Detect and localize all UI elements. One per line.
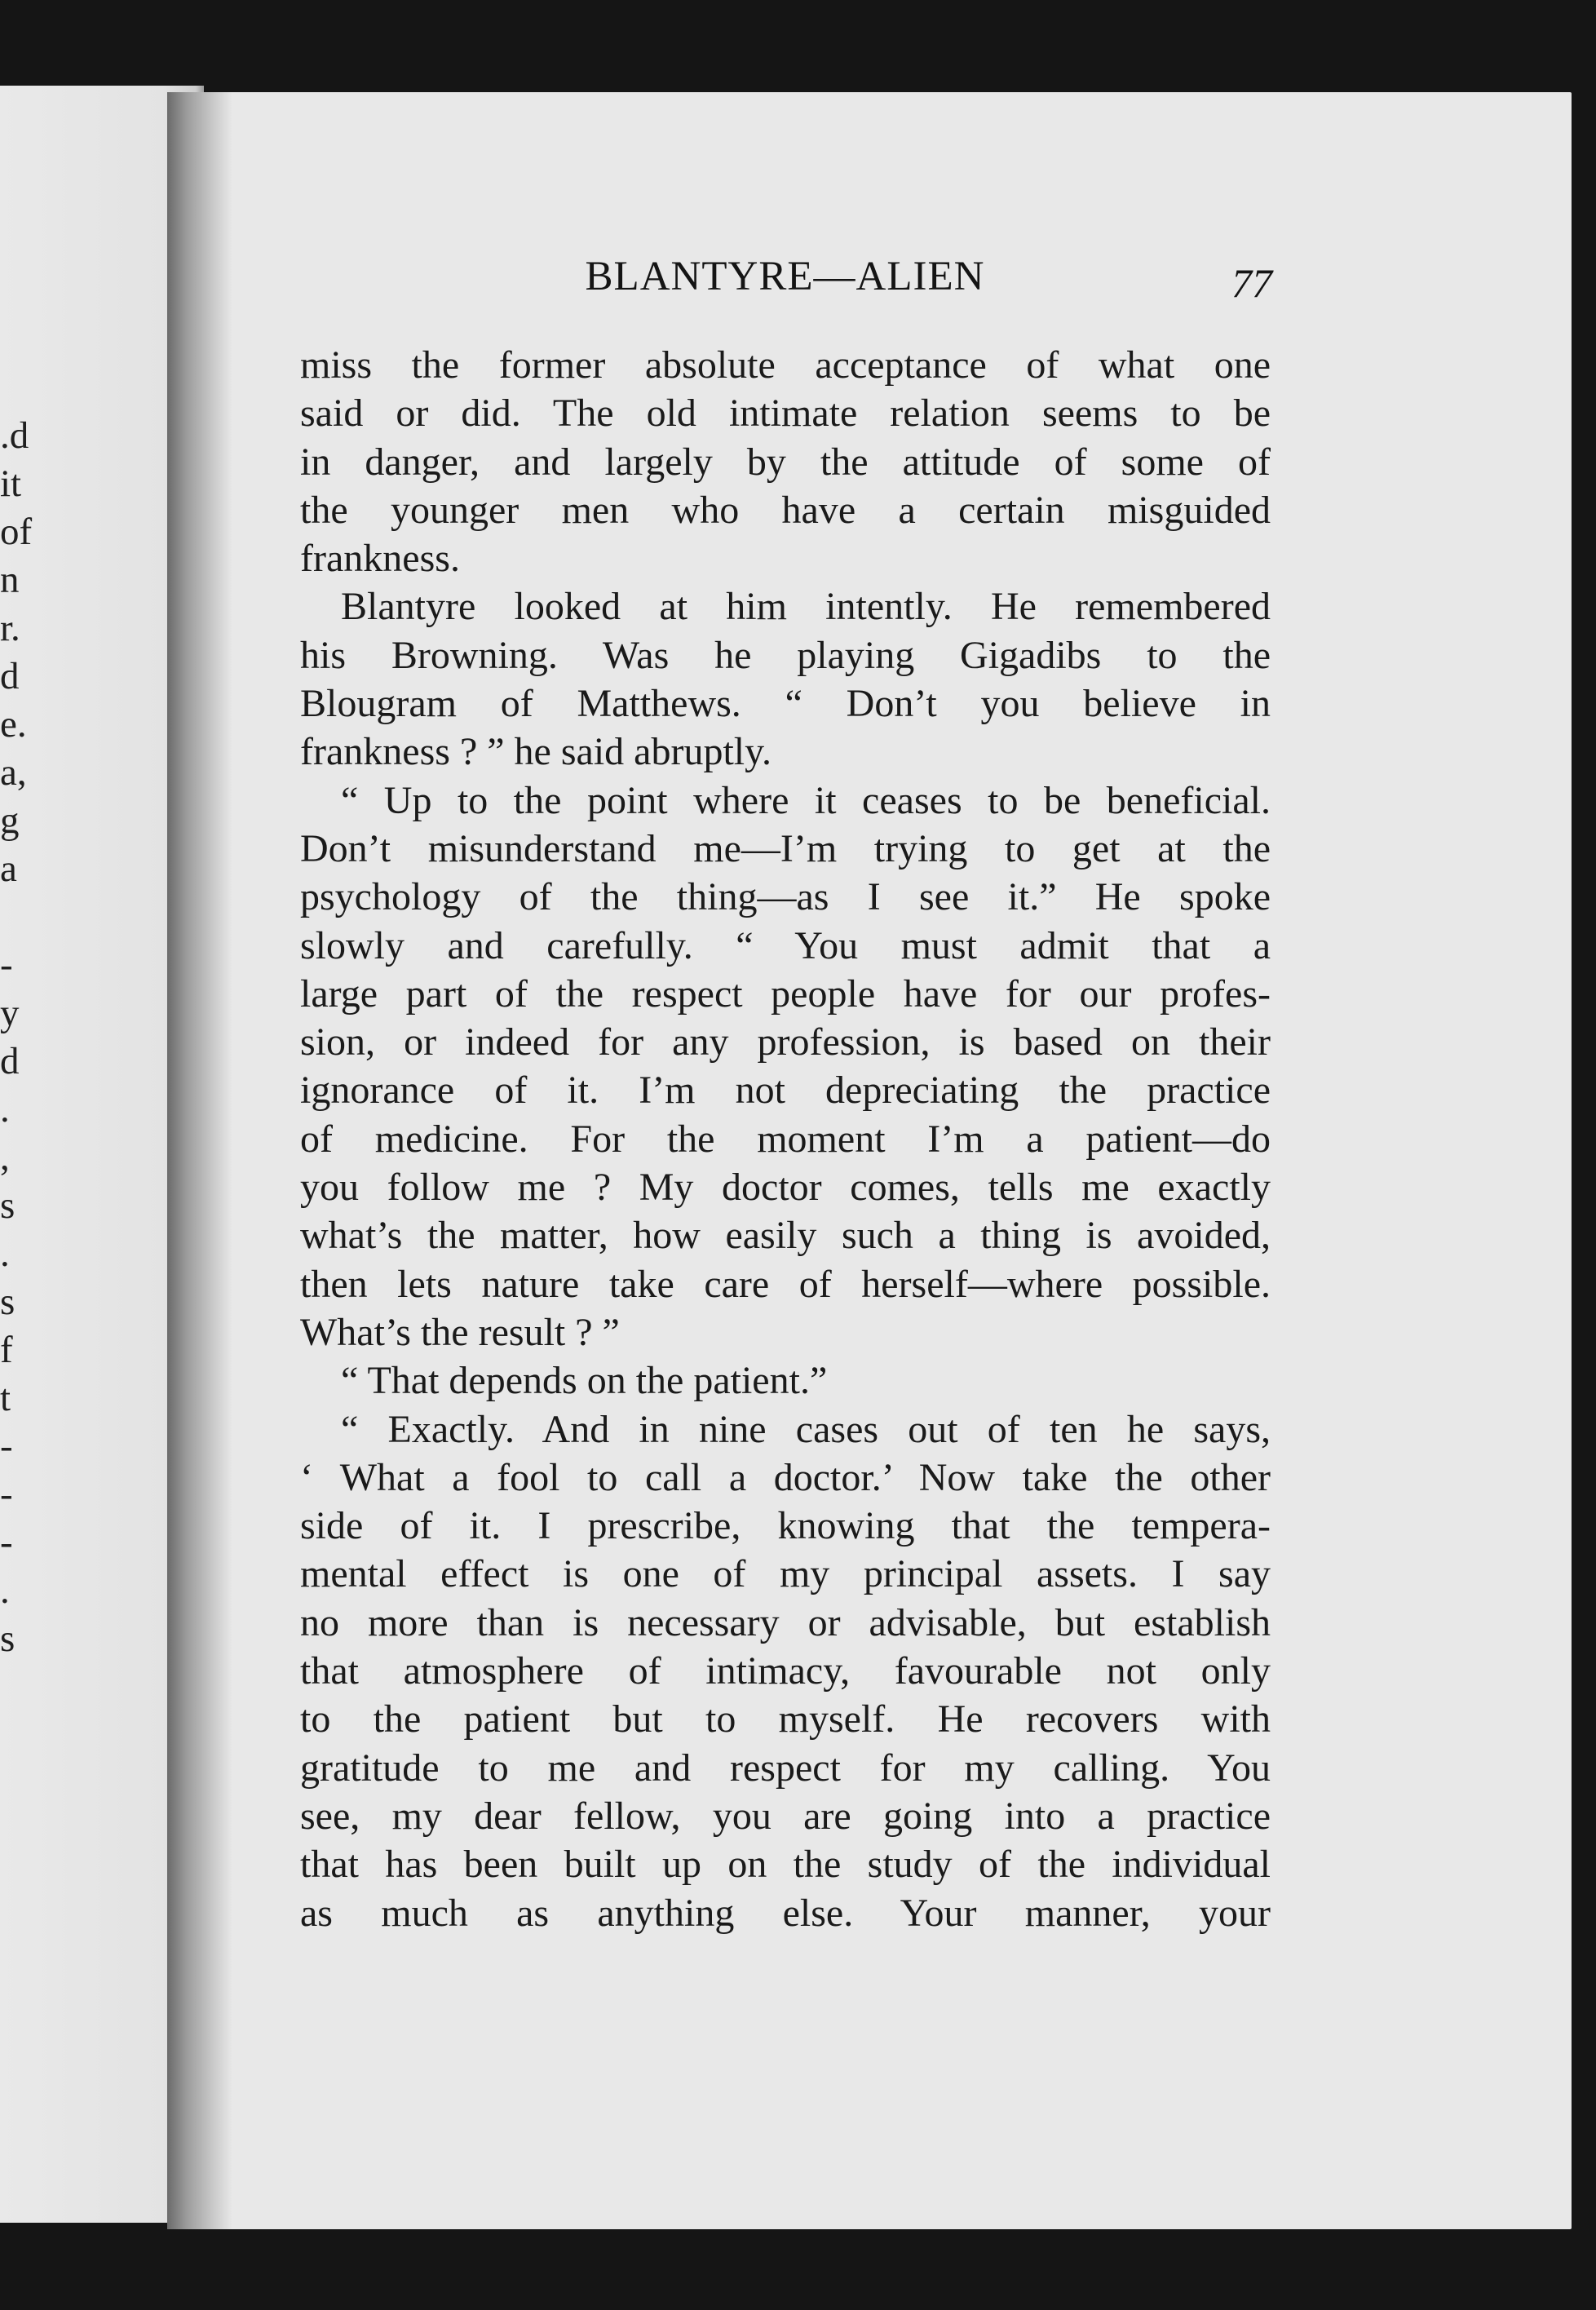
text-line: of medicine. For the moment I’m a patient—do <box>300 1117 1271 1161</box>
text-line: gratitude to me and respect for my calling. You <box>300 1746 1271 1790</box>
text-line: the younger men who have a certain misguided <box>300 488 1271 532</box>
page-header <box>298 253 1272 310</box>
left-fragment: of <box>0 511 33 553</box>
page-number: 77 <box>1231 260 1272 306</box>
text-line: in danger, and largely by the attitude of some of <box>300 440 1271 484</box>
text-line: large part of the respect people have for our profes- <box>300 971 1271 1016</box>
text-line: no more than is necessary or advisable, but establish <box>300 1600 1271 1644</box>
text-line: Blantyre looked at him intently. He remembered <box>341 585 1271 629</box>
left-fragment: - <box>0 1521 13 1564</box>
left-fragment: s <box>0 1281 15 1323</box>
text-line: as much as anything else. Your manner, your <box>300 1891 1271 1935</box>
text-line: then lets nature take care of herself—where possible. <box>300 1262 1271 1306</box>
text-line: to the patient but to myself. He recovers with <box>300 1697 1271 1741</box>
left-fragment: . <box>0 1232 10 1275</box>
left-fragment: r. <box>0 607 20 649</box>
left-fragment: n <box>0 559 20 601</box>
left-fragment: s <box>0 1184 15 1227</box>
left-fragment: y <box>0 992 20 1034</box>
gutter-shadow <box>167 92 232 2229</box>
left-page-text-fragments <box>0 412 49 1663</box>
left-fragment: s <box>0 1617 15 1660</box>
text-line: said or did. The old intimate relation seems to be <box>300 392 1271 436</box>
left-fragment: t <box>0 1377 11 1419</box>
left-fragment: - <box>0 1473 13 1516</box>
left-fragment: - <box>0 1425 13 1467</box>
text-line: miss the former absolute acceptance of what one <box>300 343 1271 387</box>
text-line: ‘ What a fool to call a doctor.’ Now take the other <box>300 1455 1271 1499</box>
left-fragment: f <box>0 1329 13 1371</box>
text-line: “ Up to the point where it ceases to be beneficial. <box>341 778 1271 822</box>
text-line: ignorance of it. I’m not depreciating the practice <box>300 1069 1271 1113</box>
text-line: Don’t misunderstand me—I’m trying to get at the <box>300 826 1271 870</box>
text-line: Blougram of Matthews. “ Don’t you believe in <box>300 682 1271 726</box>
left-fragment: e. <box>0 703 27 746</box>
left-fragment: . <box>0 1569 10 1612</box>
left-fragment: a <box>0 847 17 890</box>
text-line: his Browning. Was he playing Gigadibs to the <box>300 633 1271 677</box>
text-line: frankness ? ” he said abruptly. <box>300 730 772 774</box>
text-line: what’s the matter, how easily such a thing is avoided, <box>300 1214 1271 1258</box>
text-line: side of it. I prescribe, knowing that the tempera- <box>300 1504 1271 1548</box>
text-line: see, my dear fellow, you are going into a practice <box>300 1794 1271 1838</box>
left-fragment: .d <box>0 414 29 457</box>
left-fragment: . <box>0 1088 10 1131</box>
text-line: mental effect is one of my principal assets. I say <box>300 1552 1271 1596</box>
text-line: you follow me ? My doctor comes, tells me exactly <box>300 1166 1271 1210</box>
text-line: “ Exactly. And in nine cases out of ten he says, <box>341 1407 1271 1451</box>
text-line: sion, or indeed for any profession, is based on their <box>300 1020 1271 1064</box>
left-fragment: d <box>0 655 20 697</box>
text-line: What’s the result ? ” <box>300 1310 620 1354</box>
left-fragment: it <box>0 462 22 505</box>
text-line: psychology of the thing—as I see it.” He spoke <box>300 875 1271 919</box>
running-title: BLANTYRE—ALIEN <box>585 254 985 299</box>
text-line: slowly and carefully. “ You must admit that a <box>300 923 1271 967</box>
text-line: frankness. <box>300 537 460 581</box>
left-fragment: , <box>0 1136 10 1179</box>
text-line: that atmosphere of intimacy, favourable not only <box>300 1649 1271 1693</box>
left-fragment: a, <box>0 751 27 794</box>
left-fragment: d <box>0 1040 20 1082</box>
text-line: “ That depends on the patient.” <box>341 1359 828 1403</box>
left-fragment: - <box>0 944 13 986</box>
body-text <box>300 341 1271 1937</box>
left-fragment <box>0 893 49 941</box>
text-line: that has been built up on the study of the individual <box>300 1843 1271 1887</box>
left-fragment: g <box>0 799 20 842</box>
